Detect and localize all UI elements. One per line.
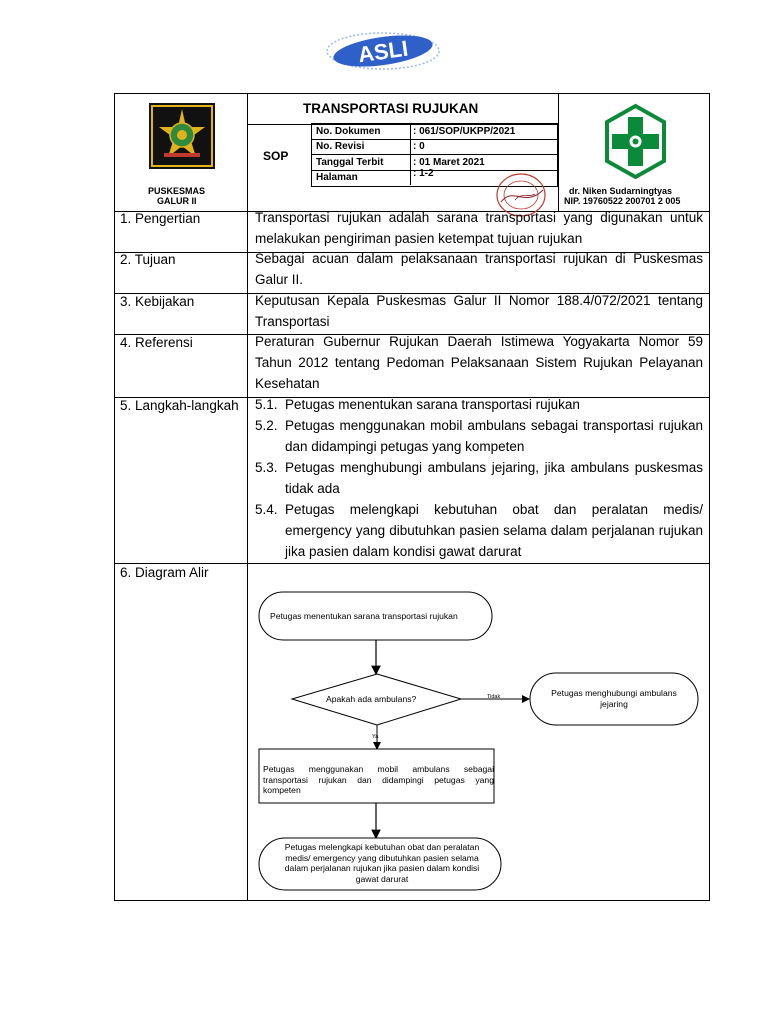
kebijakan-line-1: Keputusan Kepala Puskesmas Galur II Nomor 188.4/072/2021 tentang: [255, 293, 703, 308]
section-label-langkah: 5. Langkah-langkah: [120, 398, 239, 413]
flow-decision-text: Apakah ada ambulans?: [326, 694, 417, 704]
flow-yes-box-text: [263, 764, 494, 796]
asli-stamp: [323, 30, 443, 72]
flow-no-label: Tidak: [487, 694, 501, 700]
pengertian-line-2: melakukan pengiriman pasien ketempat tujuan rujukan: [255, 231, 583, 246]
page-value: : 1-2: [413, 168, 434, 179]
issue-date-value: : 01 Maret 2021: [413, 157, 485, 168]
referensi-line-3: Kesehatan: [255, 376, 320, 391]
flow-end-line-3: dalam perjalanan rujukan jika pasien dalam kondisi: [284, 863, 480, 873]
doc-number-label: No. Dokumen: [316, 126, 381, 137]
flow-no-branch-line-2: jejaring: [600, 698, 628, 709]
revision-value: : 0: [413, 141, 425, 152]
flow-yes-box-line-3: kompeten: [263, 785, 301, 795]
pengertian-line-1: Transportasi rujukan adalah sarana transportasi yang digunakan untuk: [255, 210, 703, 225]
page-label: Halaman: [316, 172, 358, 183]
step-line: Petugas menghubungi ambulans jejaring, jika ambulans puskesmas: [285, 460, 703, 475]
flow-end-line-2: medis/ emergency yang dibutuhkan pasien selama: [285, 852, 479, 863]
step-line: Petugas melengkapi kebutuhan obat dan peralatan medis/: [285, 502, 703, 517]
grid-line: [115, 563, 709, 564]
kulon-progo-logo: [149, 103, 215, 169]
step-item: [255, 394, 703, 415]
langkah-steps: [255, 394, 703, 562]
step-number: 5.4.: [255, 502, 278, 517]
kebijakan-text: [255, 290, 703, 332]
section-label-pengertian: 1. Pengertian: [120, 211, 201, 226]
flow-yes-box-line-2: transportasi rujukan dan didampingi petugas yang: [263, 774, 494, 785]
kemenkes-logo: [597, 103, 674, 180]
flow-no-branch-line-1: Petugas menghubungi ambulans: [551, 688, 677, 698]
step-line: Petugas menentukan sarana transportasi rujukan: [285, 397, 580, 412]
step-number: 5.2.: [255, 418, 278, 433]
section-label-kebijakan: 3. Kebijakan: [120, 294, 195, 309]
section-label-referensi: 4. Referensi: [120, 335, 193, 350]
step-item: [255, 415, 703, 457]
step-line: Petugas menggunakan mobil ambulans sebagai transportasi rujukan: [285, 418, 703, 433]
step-line: emergency yang dibutuhkan pasien selama dalam perjalanan rujukan: [285, 523, 703, 538]
grid-line: [558, 94, 559, 211]
section-label-diagram: 6. Diagram Alir: [120, 565, 209, 580]
flow-end-text: [262, 842, 502, 884]
doc-number-value: : 061/SOP/UKPP/2021: [413, 126, 516, 137]
referensi-text: [255, 331, 703, 394]
flow-no-branch-text: [532, 688, 696, 709]
flow-yes-box-line-1: Petugas menggunakan mobil ambulans sebagai: [263, 764, 494, 774]
grid-line: [247, 94, 248, 211]
signer-name: dr. Niken Sudarningtyas: [569, 186, 673, 196]
org-name-line2: GALUR II: [157, 196, 197, 206]
document-title: TRANSPORTASI RUJUKAN: [303, 101, 479, 116]
kebijakan-line-2: Transportasi: [255, 314, 330, 329]
tujuan-line-1: Sebagai acuan dalam pelaksanaan transportasi rujukan di Puskesmas: [255, 251, 703, 266]
referensi-line-2: Tahun 2012 tentang Pedoman Pelaksanaan Sistem Rujukan Pelayanan: [255, 355, 703, 370]
step-line: dan didampingi petugas yang kompeten: [285, 439, 525, 454]
org-name-line1: PUSKESMAS: [148, 186, 206, 196]
flow-end-line-4: gawat darurat: [355, 873, 409, 884]
pengertian-text: [255, 207, 703, 249]
step-number: 5.3.: [255, 460, 278, 475]
tujuan-text: [255, 248, 703, 290]
flow-start-text: Petugas menentukan sarana transportasi rujukan: [270, 611, 458, 621]
sop-label: SOP: [263, 149, 289, 163]
step-line: jika pasien dalam kondisi gawat darurat: [285, 544, 522, 559]
flow-yes-label: Ya: [372, 734, 379, 740]
tujuan-line-2: Galur II.: [255, 272, 304, 287]
step-item: [255, 499, 703, 562]
asli-stamp-text: ASLI: [356, 35, 410, 68]
step-number: 5.1.: [255, 397, 278, 412]
revision-label: No. Revisi: [316, 141, 365, 152]
signer-nip: NIP. 19760522 200701 2 005: [564, 196, 681, 206]
section-label-tujuan: 2. Tujuan: [120, 252, 176, 267]
step-line: tidak ada: [285, 481, 340, 496]
step-item: [255, 457, 703, 499]
flow-end-line-1: Petugas melengkapi kebutuhan obat dan peralatan: [284, 842, 480, 852]
issue-date-label: Tanggal Terbit: [316, 157, 384, 168]
referensi-line-1: Peraturan Gubernur Rujukan Daerah Istimewa Yogyakarta Nomor 59: [255, 334, 703, 349]
